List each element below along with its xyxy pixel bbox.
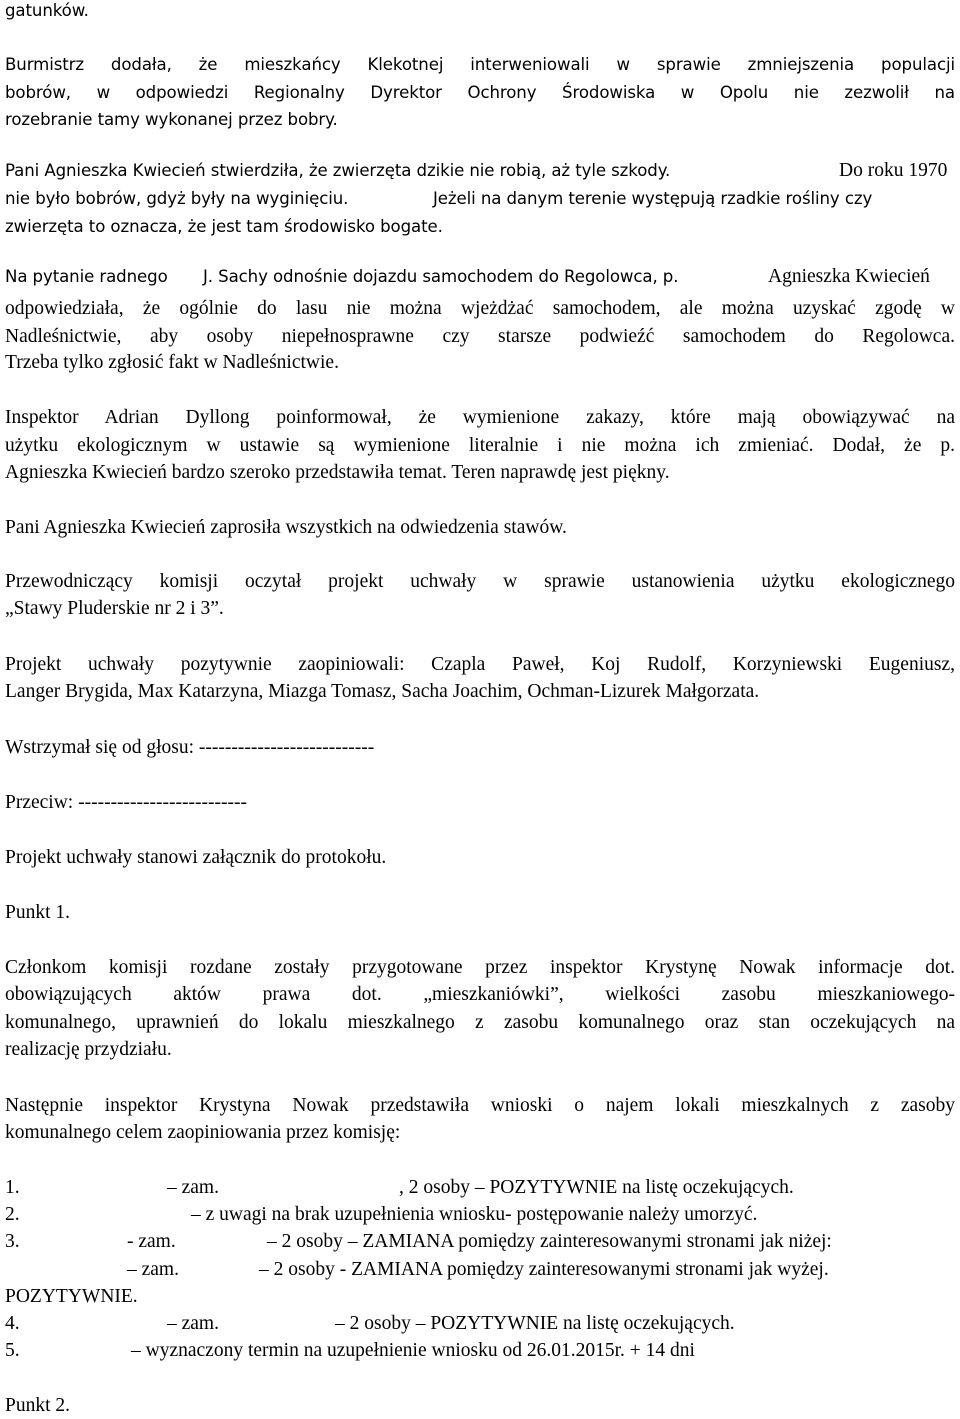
text-line: Pani Agnieszka Kwiecień zaprosiła wszystkich na odwiedzenia stawów. xyxy=(5,517,567,538)
list-number: 3. xyxy=(5,1231,20,1252)
text-line: Nadleśnictwie, aby osoby niepełnosprawne czy starsze podwieźć samochodem do Regolowca. xyxy=(5,326,955,347)
list-item xyxy=(5,1311,955,1337)
text-span: Jeżeli na danym terenie występują rzadkie rośliny czy xyxy=(433,189,873,208)
text-line: zwierzęta to oznacza, że jest tam środowisko bogate. xyxy=(5,217,443,236)
text-line: bobrów, w odpowiedzi Regionalny Dyrektor Ochrony Środowiska w Opolu nie zezwolił na xyxy=(5,83,955,102)
list-number: 5. xyxy=(5,1340,20,1361)
text-line: Projekt uchwały pozytywnie zaopiniowali: Czapla Paweł, Koj Rudolf, Korzyniewski Eugeniusz, xyxy=(5,654,955,675)
text-line: Inspektor Adrian Dyllong poinformował, że wymienione zakazy, które mają obowiązywać na xyxy=(5,407,955,428)
list-text: – zam. xyxy=(167,1177,219,1198)
list-text: – 2 osoby - ZAMIANA pomiędzy zainteresowanymi stronami jak wyżej. xyxy=(259,1259,829,1280)
text-line: Burmistrz dodała, że mieszkańcy Klekotnej interweniowali w sprawie zmniejszenia populacji xyxy=(5,55,955,74)
text-line: obowiązujących aktów prawa dot. „mieszkaniówki”, wielkości zasobu mieszkaniowego- xyxy=(5,984,955,1005)
text-line: gatunków. xyxy=(5,1,89,20)
text-line: Następnie inspektor Krystyna Nowak przedstawiła wnioski o najem lokali mieszkalnych z zasoby xyxy=(5,1095,955,1116)
list-text: – 2 osoby – ZAMIANA pomiędzy zainteresowanymi stronami jak niżej: xyxy=(267,1231,832,1252)
text-line: Agnieszka Kwiecień bardzo szeroko przedstawiła temat. Teren naprawdę jest piękny. xyxy=(5,462,670,483)
text-line: Langer Brygida, Max Katarzyna, Miazga Tomasz, Sacha Joachim, Ochman-Lizurek Małgorzata. xyxy=(5,681,760,702)
text-line: Przewodniczący komisji oczytał projekt uchwały w sprawie ustanowienia użytku ekologicznego xyxy=(5,571,955,592)
text-line xyxy=(5,158,955,184)
list-number: 2. xyxy=(5,1204,20,1225)
list-item-continuation: POZYTYWNIE. xyxy=(5,1286,138,1307)
list-item xyxy=(5,1202,955,1228)
list-number: 4. xyxy=(5,1313,20,1334)
text-line: użytku ekologicznym w ustawie są wymienione literalnie i nie można ich zmieniać. Dodał, że p. xyxy=(5,435,955,456)
text-span: Agnieszka Kwiecień xyxy=(768,266,930,287)
text-line: komunalnego, uprawnień do lokalu mieszkalnego z zasobu komunalnego oraz stan oczekujących na xyxy=(5,1012,955,1033)
list-text: – z uwagi na brak uzupełnienia wniosku- postępowanie należy umorzyć. xyxy=(191,1204,758,1225)
list-number: 1. xyxy=(5,1177,20,1198)
text-span: Na pytanie radnego xyxy=(5,267,168,286)
list-text: - zam. xyxy=(127,1231,176,1252)
list-text: – zam. xyxy=(127,1259,179,1280)
text-line: Wstrzymał się od głosu: --------------------------- xyxy=(5,737,375,758)
section-heading: Punkt 1. xyxy=(5,902,71,923)
text-line: Trzeba tylko zgłosić fakt w Nadleśnictwie. xyxy=(5,352,339,373)
list-text: – 2 osoby – POZYTYWNIE na listę oczekujących. xyxy=(335,1313,735,1334)
list-text: , 2 osoby – POZYTYWNIE na listę oczekujących. xyxy=(399,1177,794,1198)
text-span: J. Sachy odnośnie dojazdu samochodem do Regolowca, p. xyxy=(203,267,679,286)
list-item-continuation xyxy=(5,1257,955,1283)
text-line: Projekt uchwały stanowi załącznik do protokołu. xyxy=(5,847,387,868)
text-line: rozebranie tamy wykonanej przez bobry. xyxy=(5,110,338,129)
list-text: – wyznaczony termin na uzupełnienie wniosku od 26.01.2015r. + 14 dni xyxy=(131,1340,695,1361)
text-span: Pani Agnieszka Kwiecień stwierdziła, że zwierzęta dzikie nie robią, aż tyle szkody. xyxy=(5,161,671,180)
text-line: Członkom komisji rozdane zostały przygotowane przez inspektor Krystynę Nowak informacje dot. xyxy=(5,957,955,978)
text-line xyxy=(5,186,955,212)
text-line: Przeciw: -------------------------- xyxy=(5,792,247,813)
list-item xyxy=(5,1229,955,1255)
text-line: „Stawy Pluderskie nr 2 i 3”. xyxy=(5,598,224,619)
text-line: odpowiedziała, że ogólnie do lasu nie można wjeżdżać samochodem, ale można uzyskać zgodę w xyxy=(5,298,955,319)
text-span: nie było bobrów, gdyż były na wyginięciu. xyxy=(5,189,349,208)
list-text: – zam. xyxy=(167,1313,219,1334)
section-heading: Punkt 2. xyxy=(5,1395,71,1416)
text-line xyxy=(5,264,955,290)
text-line: realizację przydziału. xyxy=(5,1039,172,1060)
text-line: komunalnego celem zaopiniowania przez komisję: xyxy=(5,1122,401,1143)
list-item xyxy=(5,1175,955,1201)
list-item xyxy=(5,1338,955,1364)
text-span: Do roku 1970 xyxy=(839,160,948,181)
